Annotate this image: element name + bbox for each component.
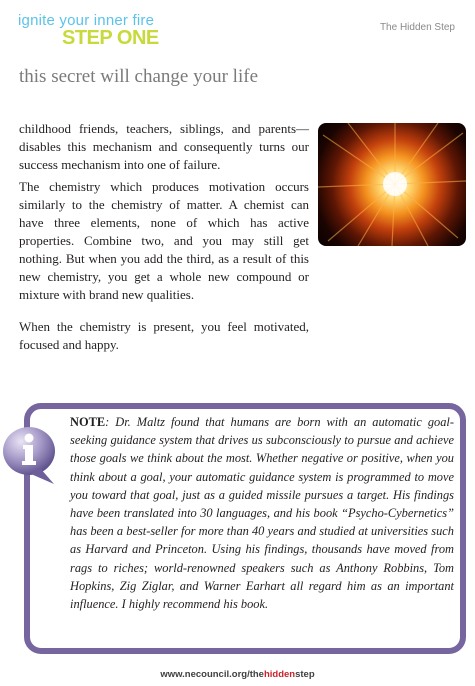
fire-rays [318,123,466,246]
info-icon [0,424,58,488]
step-label: STEP ONE [62,27,159,49]
note-text [70,413,454,613]
body-paragraph: When the chemistry is present, you feel motivated, focused and happy. [19,319,309,352]
footer-url-highlight: hidden [263,669,296,680]
body-text [19,120,309,358]
book-name: The Hidden Step [379,22,455,33]
header-tagline: ignite your inner fire [18,12,155,29]
chapter-title: this secret will change your life [19,66,259,87]
note-separator: : [105,415,116,429]
note-body: Dr. Maltz found that humans are born with an automatic goal-seeking guidance system that drives us subconsciously to pursue and achieve those goals we think about the most. Whether negative or positive, when you think about a goal, your automatic guidance system is programmed to move you toward that goal, just as a guided missile pursues a target. His findings have been translated into 30 languages, and his book “Psycho-Cybernetics” has been a best-seller for more than 40 years and studied at universities such as Harvard and Princeton. Using his findings, thousands have moved from rags to riches; world-renowned speakers such as Anthony Robbins, Tom Hopkins, Zig Ziglar, and Warner Earhart all regard him as an important influence. I highly recommend his book. [70,415,454,612]
note-label: NOTE [70,415,106,429]
fire-explosion-image [318,123,466,246]
footer-url-suffix: step [295,669,315,680]
footer-url[interactable] [0,669,475,680]
body-paragraph: The chemistry which produces motivation occurs similarly to the chemistry of matter. A chemist can have three elements, none of which has active properties. Combine two, and you may still get nothing. But when you add the third, as a result of this new chemistry, you get a whole new compound or mixture with brand new qualities. [19,179,309,302]
body-paragraph: childhood friends, teachers, siblings, and parents—disables this mechanism and consequently turns our success mechanism into one of failure. [19,121,309,172]
footer-url-prefix: www.necouncil.org/the [160,669,264,680]
